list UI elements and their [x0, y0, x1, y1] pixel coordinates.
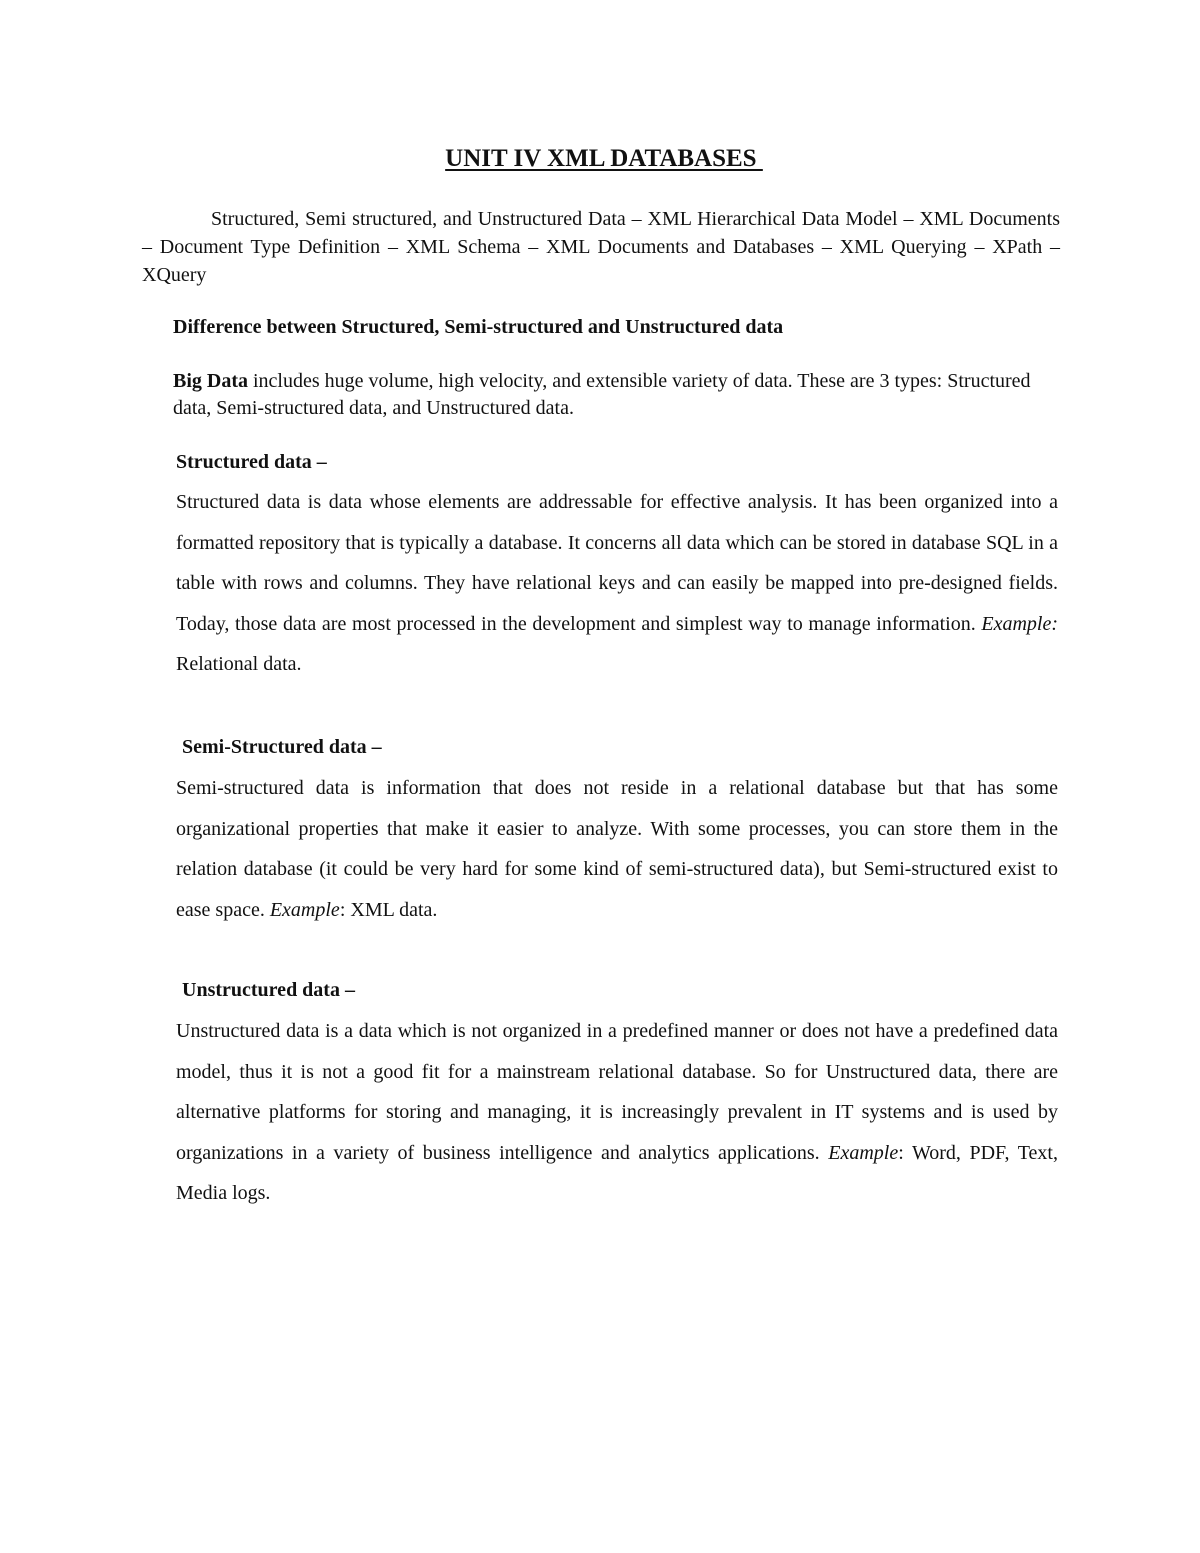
semi-structured-data-heading: Semi-Structured data – — [182, 736, 382, 758]
semi-structured-data-text: Semi-structured data is information that does not reside in a relational database but that has some organizational properties that make it easier to analyze. With some processes, you can store them in the relation database (it could be very hard for some kind of semi-structured data), but Semi-structured exist to ease space. — [176, 777, 1058, 921]
structured-data-paragraph — [176, 482, 1058, 685]
unstructured-example-label: Example — [828, 1141, 899, 1164]
difference-heading: Difference between Structured, Semi-structured and Unstructured data — [173, 316, 784, 338]
big-data-text: includes huge volume, high velocity, and extensible variety of data. These are 3 types: Structured data, Semi-structured data, and Unstructured data. — [173, 370, 1031, 419]
structured-example-value: Relational data. — [176, 653, 302, 675]
semi-structured-example-value: : XML data. — [339, 898, 438, 921]
unstructured-data-text: Unstructured data is a data which is not organized in a predefined manner or does not have a predefined data model, thus it is not a good fit for a mainstream relational database. So for Unstructured data, there are alternative platforms for storing and managing, it is increasingly prevalent in IT systems and is used by organizations in a variety of business intelligence and analytics applications. — [176, 1020, 1058, 1164]
big-data-paragraph — [173, 368, 1063, 422]
big-data-lead: Big Data — [173, 370, 248, 392]
semi-structured-example-label: Example — [269, 898, 340, 921]
semi-structured-data-paragraph — [176, 768, 1058, 930]
unstructured-data-paragraph — [176, 1011, 1058, 1214]
structured-data-heading: Structured data – — [176, 451, 327, 473]
page-title: UNIT IV XML DATABASES — [445, 145, 763, 172]
unstructured-data-heading: Unstructured data – — [182, 979, 355, 1001]
structured-example-label: Example: — [981, 612, 1058, 635]
structured-data-text: Structured data is data whose elements are addressable for effective analysis. It has been organized into a formatted repository that is typically a database. It concerns all data which can be stored in database SQL in a table with rows and columns. They have relational keys and can easily be mapped into pre-designed fields. Today, those data are most processed in the development and simplest way to manage information. — [176, 491, 1058, 635]
unstructured-example-value: : Word, PDF, Text, Media logs. — [176, 1141, 1058, 1204]
syllabus-paragraph: Structured, Semi structured, and Unstructured Data – XML Hierarchical Data Model – XML Documents – Document Type Definition – XML Schema – XML Documents and Databases – XML Querying – XPath – XQuery — [142, 208, 1060, 286]
